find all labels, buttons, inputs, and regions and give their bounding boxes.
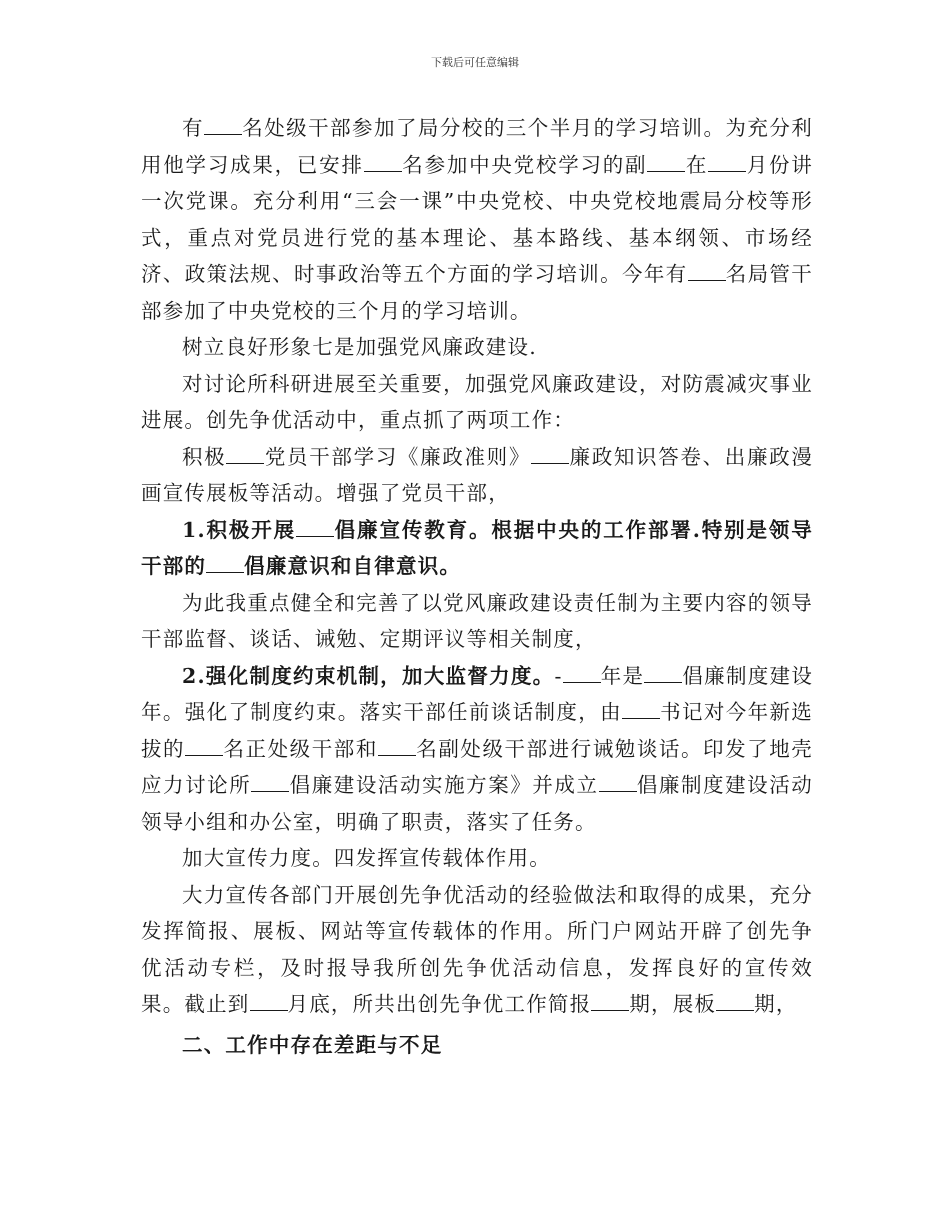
paragraph-p6	[141, 585, 813, 658]
text-run: 月底，所共出创先争优工作简报	[287, 992, 592, 1016]
blank-line	[644, 664, 682, 683]
section-heading: 二、工作中存在差距与不足	[182, 1032, 443, 1057]
paragraph-p5	[141, 512, 813, 585]
paragraph-p2	[141, 329, 813, 366]
blank-line	[204, 116, 242, 135]
text-run: 在	[685, 152, 709, 177]
paragraph-p8	[141, 840, 813, 877]
paragraph-p7	[141, 658, 813, 841]
blank-line	[364, 153, 402, 172]
text-run: -	[554, 663, 563, 688]
blank-line	[296, 518, 334, 537]
blank-line	[622, 700, 660, 719]
blank-line	[716, 992, 754, 1011]
text-run: 树立良好形象七是加强党风廉政建设.	[182, 335, 537, 359]
text-run: 大力宣传各部门开展创先争优活动的经验做法和取得的成果，充分发挥简报、展板、网站等宣传载体的作用。所门户网站开辟了创先争优活动专栏，及时报导我所创先争优活动信息，发挥良好的宣传效果。截止到	[141, 882, 813, 1016]
blank-line	[206, 554, 244, 573]
text-run: 名正处级干部和	[223, 736, 378, 761]
text-run: 廉政知识答卷、出廉政漫画宣传展板等活动。增强了党员干部，	[141, 444, 814, 505]
blank-line	[563, 664, 601, 683]
blank-line	[378, 737, 416, 756]
text-run: 有	[182, 116, 204, 140]
blank-line	[226, 445, 264, 464]
text-run: 为此我重点健全和完善了以党风廉政建设责任制为主要内容的领导干部监督、谈话、诫勉、定期评议等相关制度，	[141, 590, 813, 651]
blank-line	[591, 992, 629, 1011]
text-run: 月份讲一次党课。充分利用“三会一课”中央党校、中央党校地震局分校等形式，重点对党员进行党的基本理论、基本路线、基本纲领、市场经济、政策法规、时事政治等五个方面的学习培训。今年有	[141, 152, 814, 286]
text-run: 倡廉意识和自律意识。	[244, 554, 462, 578]
text-run: 倡廉制度建设活动领导小组和办公室，明确了职责，落实了任务。	[141, 773, 813, 834]
text-run: 名局管干部参加了中央党校的三个月的学习培训。	[141, 262, 813, 323]
page-header: 下载后可任意编辑	[431, 56, 519, 69]
text-run: 倡廉制度建设年。强化了制度约束。落实干部任前谈话制度，由	[141, 663, 814, 724]
paragraph-p4	[141, 439, 813, 512]
document-body	[141, 110, 813, 1063]
text-run: 加大宣传力度。四发挥宣传载体作用。	[182, 846, 551, 870]
paragraph-p1	[141, 110, 813, 329]
blank-line	[688, 262, 726, 281]
text-run: 党员干部学习《廉政准则》	[264, 444, 532, 469]
text-run: 名副处级干部进行诫勉谈话。印发了地壳应力讨论所	[141, 736, 813, 797]
text-run: 期，展板	[629, 992, 717, 1016]
blank-line	[599, 773, 637, 792]
text-run: 年是	[600, 663, 645, 688]
blank-line	[647, 153, 685, 172]
text-run: 1.积极开展	[182, 517, 296, 542]
text-run: 期，	[754, 992, 798, 1016]
paragraph-p9	[141, 877, 813, 1023]
blank-line	[185, 737, 223, 756]
blank-line	[251, 773, 289, 792]
paragraph-list	[141, 110, 813, 1023]
paragraph-p3	[141, 366, 813, 439]
paragraph-lead: 2.强化制度约束机制，加大监督力度。	[182, 663, 555, 688]
text-run: 积极	[182, 444, 227, 469]
blank-line	[531, 445, 569, 464]
blank-line	[250, 992, 288, 1011]
text-run: 倡廉宣传教育。根据中央的工作部署.特别是领导干部的	[141, 517, 813, 578]
text-run: 对讨论所科研进展至关重要，加强党风廉政建设，对防震减灾事业进展。创先争优活动中，重点抓了两项工作：	[141, 371, 813, 432]
blank-line	[708, 153, 746, 172]
text-run: 书记对今年新选拔的	[141, 700, 813, 761]
text-run: 名处级干部参加了局分校的三个半月的学习培训。为充分利用他学习成果，已安排	[141, 116, 813, 177]
text-run: 名参加中央党校学习的副	[401, 152, 648, 177]
text-run: 倡廉建设活动实施方案》并成立	[289, 773, 599, 797]
